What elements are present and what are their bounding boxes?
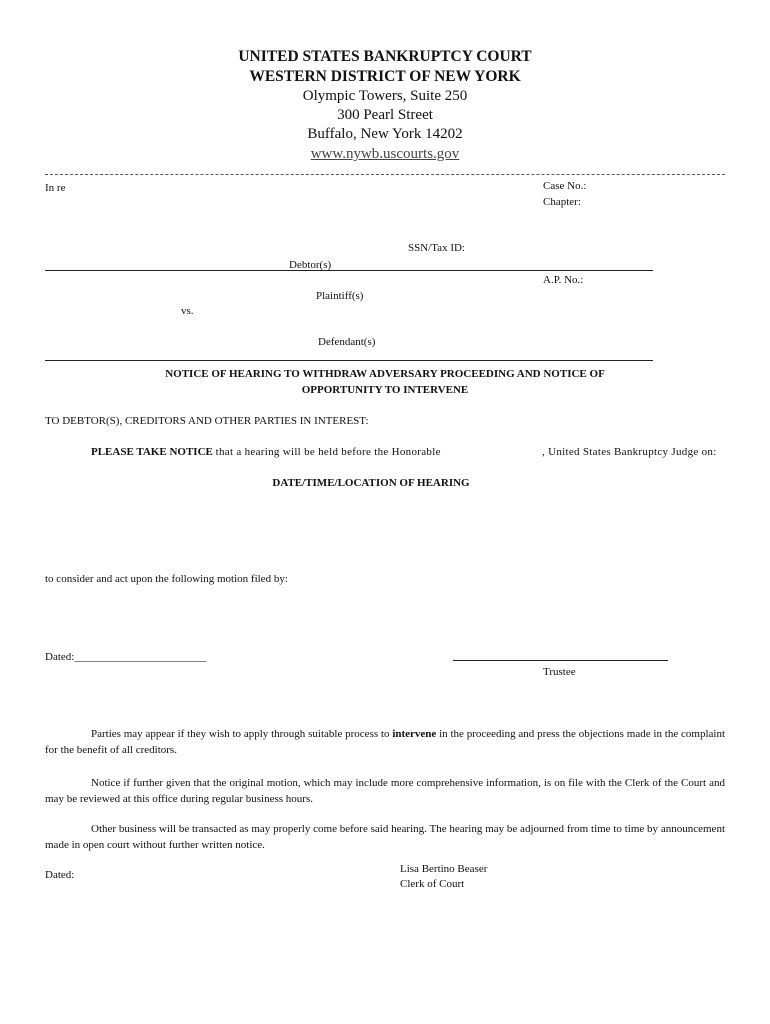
website-row: [0, 145, 770, 163]
notice-text: that a hearing will be held before the Honorable: [215, 446, 441, 458]
address-line-3: Buffalo, New York 14202: [307, 126, 463, 142]
defendants-label: Defendant(s): [318, 336, 376, 348]
notice-sentence: [91, 446, 441, 458]
paragraph-intervene-bold: intervene: [392, 728, 437, 740]
debtor-rule: [45, 270, 653, 271]
paragraph-intervene-text-a: Parties may appear if they wish to apply through suitable process to: [91, 728, 390, 740]
notice-judge-text: , United States Bankruptcy Judge on:: [542, 446, 717, 458]
ssn-label: SSN/Tax ID:: [408, 242, 465, 254]
dated-line-2: Dated:: [45, 869, 75, 881]
notice-title-line-2: OPPORTUNITY TO INTERVENE: [301, 384, 469, 396]
paragraph-intervene-text-b: in the proceeding and press the objections made in the complaint for the benefit of all creditors.: [45, 728, 726, 756]
plaintiffs-label: Plaintiff(s): [316, 290, 364, 302]
notice-title-line-1: NOTICE OF HEARING TO WITHDRAW ADVERSARY PROCEEDING AND NOTICE OF: [165, 368, 605, 380]
paragraph-other-business: Other business will be transacted as may properly come before said hearing. The hearing may be adjourned from time to time by announcement made in open court without further written notice.: [45, 823, 725, 851]
trustee-signature-line: [453, 660, 668, 661]
dated-line-1: Dated:________________________: [45, 651, 207, 663]
court-district: WESTERN DISTRICT OF NEW YORK: [249, 68, 521, 85]
notice-bold: PLEASE TAKE NOTICE: [91, 446, 213, 458]
debtors-label: Debtor(s): [289, 259, 332, 271]
clerk-title: Clerk of Court: [400, 878, 465, 890]
trustee-label: Trustee: [543, 666, 576, 678]
court-name: UNITED STATES BANKRUPTCY COURT: [238, 48, 532, 65]
vs-label: vs.: [181, 305, 194, 317]
paragraph-original-motion: Notice if further given that the original motion, which may include more comprehensive information, is on file with the Clerk of the Court and may be reviewed at this office during regular business hours.: [45, 777, 725, 805]
website-link[interactable]: www.nywb.uscourts.gov: [310, 146, 460, 162]
clerk-name: Lisa Bertino Beaser: [400, 863, 488, 875]
address-line-2: 300 Pearl Street: [337, 107, 433, 123]
header-divider: [45, 174, 725, 175]
in-re-label: In re: [45, 182, 66, 194]
motion-line: to consider and act upon the following motion filed by:: [45, 573, 288, 585]
datetime-heading: DATE/TIME/LOCATION OF HEARING: [272, 477, 470, 489]
paragraph-intervene: [45, 726, 725, 758]
address-line-1: Olympic Towers, Suite 250: [302, 88, 468, 104]
ap-no-label: A.P. No.:: [543, 274, 584, 286]
chapter-label: Chapter:: [543, 196, 581, 208]
case-no-label: Case No.:: [543, 180, 587, 192]
addressee-line: TO DEBTOR(S), CREDITORS AND OTHER PARTIES IN INTEREST:: [45, 415, 369, 427]
caption-rule: [45, 360, 653, 361]
